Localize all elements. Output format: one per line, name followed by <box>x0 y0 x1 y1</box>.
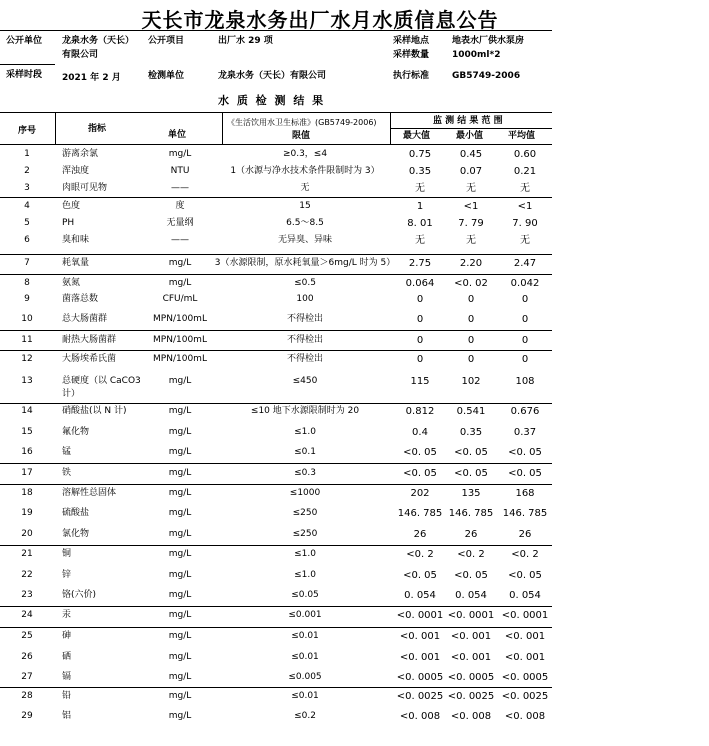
group-divider <box>0 627 552 628</box>
header-mid-rule <box>0 64 55 65</box>
indicator-name: 铜 <box>62 549 72 559</box>
indicator-name: 总硬度（以 CaCO3 <box>62 376 141 386</box>
indicator-name: 铅 <box>62 691 72 701</box>
indicator-header: 指标 <box>88 124 107 134</box>
table-row <box>0 588 709 604</box>
indicator-name: 汞 <box>62 610 72 620</box>
indicator-name: 硫酸盐 <box>62 508 90 518</box>
no-header: 序号 <box>18 126 37 136</box>
avg-value: <1 <box>517 201 533 212</box>
std-label: 执行标准 <box>393 71 430 81</box>
max-value: 0 <box>416 314 424 325</box>
max-value: 0.064 <box>405 278 435 289</box>
avg-value: 0.21 <box>513 166 537 177</box>
limit-cell: 100 <box>296 294 314 304</box>
section-title: 水 质 检 测 结 果 <box>218 94 326 107</box>
avg-value: 26 <box>518 529 532 540</box>
indicator-name-line2: 计） <box>62 389 81 399</box>
limit-cell: ≤250 <box>292 508 318 518</box>
unit-cell: MPN/100mL <box>153 314 207 324</box>
unit-cell: mg/L <box>168 278 192 288</box>
table-row <box>0 276 709 292</box>
avg-value: <0. 0005 <box>501 672 549 683</box>
max-value: <0. 05 <box>403 447 437 458</box>
avg-value: 无 <box>520 183 530 194</box>
row-number: 27 <box>21 672 33 682</box>
unit-value-line2: 有限公司 <box>62 50 99 60</box>
limit-cell: ≤0.5 <box>294 278 316 288</box>
indicator-name: 臭和味 <box>62 235 90 245</box>
col-divider <box>55 112 56 144</box>
row-number: 9 <box>24 294 30 304</box>
detect-value: 龙泉水务（天长）有限公司 <box>218 71 327 81</box>
unit-cell: NTU <box>170 166 190 176</box>
avg-value: 168 <box>515 488 535 499</box>
max-value: <0. 2 <box>406 549 434 560</box>
row-number: 26 <box>21 652 33 662</box>
max-value: <0. 05 <box>403 468 437 479</box>
max-value: 0 <box>416 354 424 365</box>
row-number: 12 <box>21 354 33 364</box>
group-divider <box>0 463 552 464</box>
row-number: 17 <box>21 468 33 478</box>
avg-header: 平均值 <box>508 131 536 141</box>
min-value: 0.35 <box>459 427 483 438</box>
max-value: 0.812 <box>405 406 435 417</box>
indicator-name: 锰 <box>62 447 72 457</box>
avg-value: <0. 2 <box>511 549 539 560</box>
max-value: 115 <box>410 376 430 387</box>
avg-value: 0.60 <box>513 149 537 160</box>
unit-cell: mg/L <box>168 672 192 682</box>
row-number: 4 <box>24 201 30 211</box>
min-value: <0. 05 <box>454 468 488 479</box>
row-number: 23 <box>21 590 33 600</box>
avg-value: <0. 001 <box>504 652 546 663</box>
max-value: <0. 0001 <box>396 610 444 621</box>
min-value: 135 <box>461 488 481 499</box>
unit-value-line1: 龙泉水务（天长） <box>62 36 135 46</box>
table-row <box>0 256 709 272</box>
limit-cell: ≤1.0 <box>294 427 316 437</box>
table-row <box>0 445 709 461</box>
indicator-name: 砷 <box>62 631 72 641</box>
indicator-name: 耐热大肠菌群 <box>62 335 117 345</box>
unit-cell: MPN/100mL <box>153 335 207 345</box>
row-number: 6 <box>24 235 30 245</box>
avg-value: <0. 05 <box>508 447 542 458</box>
unit-label: 公开单位 <box>6 36 43 46</box>
avg-value: <0. 0025 <box>501 691 549 702</box>
limit-cell: ≤10 地下水源限制时为 20 <box>250 406 360 416</box>
group-divider <box>0 606 552 607</box>
table-row <box>0 404 709 420</box>
unit-cell: mg/L <box>168 711 192 721</box>
table-row <box>0 199 709 215</box>
item-value: 出厂水 29 项 <box>218 36 273 46</box>
limit-cell: 15 <box>299 201 311 211</box>
row-number: 24 <box>21 610 33 620</box>
unit-cell: mg/L <box>168 406 192 416</box>
min-value: <0. 001 <box>450 652 492 663</box>
min-value: <0. 2 <box>457 549 485 560</box>
group-divider <box>0 687 552 688</box>
unit-cell: mg/L <box>168 258 192 268</box>
min-value: 0.541 <box>456 406 486 417</box>
limit-cell: ≤1.0 <box>294 549 316 559</box>
indicator-name: 铬(六价) <box>62 590 97 600</box>
limit-cell: 3（水源限制，原水耗氧量＞6mg/L 时为 5） <box>214 258 396 268</box>
avg-value: <0. 008 <box>504 711 546 722</box>
std-value: GB5749-2006 <box>452 71 521 81</box>
row-number: 7 <box>24 258 30 268</box>
max-header: 最大值 <box>403 131 431 141</box>
indicator-name: 锌 <box>62 570 72 580</box>
avg-value: <0. 05 <box>508 570 542 581</box>
max-value: 0 <box>416 294 424 305</box>
max-value: 0.4 <box>412 427 428 438</box>
limit-cell: ≤450 <box>292 376 318 386</box>
row-number: 16 <box>21 447 33 457</box>
table-row <box>0 233 709 249</box>
limit-cell: ≤0.01 <box>291 691 319 701</box>
table-row <box>0 568 709 584</box>
unit-cell: mg/L <box>168 488 192 498</box>
min-value: 无 <box>466 235 476 246</box>
qty-value: 1000ml*2 <box>452 50 501 60</box>
limit-cell: ≤0.01 <box>291 631 319 641</box>
max-value: 146. 785 <box>397 508 443 519</box>
limit-cell: 无异臭、异味 <box>277 235 333 245</box>
table-row <box>0 689 709 705</box>
min-value: 102 <box>461 376 481 387</box>
table-row <box>0 506 709 522</box>
table-row <box>0 312 709 328</box>
limit-cell: ≤0.05 <box>291 590 319 600</box>
min-value: <0. 0005 <box>447 672 495 683</box>
unit-cell: mg/L <box>168 570 192 580</box>
row-number: 11 <box>21 335 33 345</box>
group-divider <box>0 484 552 485</box>
max-value: 8. 01 <box>407 218 433 229</box>
limit-cell: 1（水源与净水技术条件限制时为 3） <box>230 166 380 176</box>
unit-cell: 无量纲 <box>166 218 194 228</box>
avg-value: 146. 785 <box>502 508 548 519</box>
table-row <box>0 650 709 666</box>
row-number: 10 <box>21 314 33 324</box>
table-row <box>0 608 709 624</box>
min-value: 0.07 <box>459 166 483 177</box>
avg-value: 0.676 <box>510 406 540 417</box>
indicator-name: 镉 <box>62 672 72 682</box>
indicator-name: 氨氮 <box>62 278 81 288</box>
table-row <box>0 547 709 563</box>
min-value: <0. 0001 <box>447 610 495 621</box>
indicator-name: 肉眼可见物 <box>62 183 108 193</box>
indicator-name: 氟化物 <box>62 427 90 437</box>
table-row <box>0 147 709 163</box>
limit-cell: ≤250 <box>292 529 318 539</box>
limit-cell: ≤0.005 <box>288 672 322 682</box>
indicator-name: 浑浊度 <box>62 166 90 176</box>
row-number: 3 <box>24 183 30 193</box>
table-row <box>0 374 709 399</box>
indicator-name: 铝 <box>62 711 72 721</box>
unit-cell: 度 <box>175 201 185 211</box>
unit-cell: mg/L <box>168 691 192 701</box>
table-row <box>0 425 709 441</box>
qty-label: 采样数量 <box>393 50 430 60</box>
limit-cell: ≥0.3，≤4 <box>282 149 328 159</box>
min-value: 2.20 <box>459 258 483 269</box>
indicator-name: 大肠埃希氏菌 <box>62 354 117 364</box>
max-value: 0.75 <box>408 149 432 160</box>
min-value: <0. 02 <box>454 278 488 289</box>
indicator-name: 氯化物 <box>62 529 90 539</box>
limit-cell: ≤1.0 <box>294 570 316 580</box>
min-value: 0.45 <box>459 149 483 160</box>
max-value: <0. 05 <box>403 570 437 581</box>
avg-value: 0 <box>521 335 529 346</box>
unit-cell: mg/L <box>168 631 192 641</box>
min-value: <1 <box>463 201 479 212</box>
unit-cell: —— <box>171 183 189 193</box>
site-label: 采样地点 <box>393 36 430 46</box>
table-row <box>0 629 709 645</box>
detect-label: 检测单位 <box>148 71 185 81</box>
limit-cell: ≤0.3 <box>294 468 316 478</box>
indicator-name: PH <box>62 218 75 228</box>
limit-cell: ≤0.1 <box>294 447 316 457</box>
limit-cell: ≤1000 <box>289 488 321 498</box>
limit-cell: 不得检出 <box>286 335 324 345</box>
unit-cell: —— <box>171 235 189 245</box>
max-value: 0. 054 <box>404 590 436 601</box>
group-divider <box>0 350 552 351</box>
table-row <box>0 181 709 197</box>
row-number: 22 <box>21 570 33 580</box>
group-divider <box>0 545 552 546</box>
avg-value: <0. 001 <box>504 631 546 642</box>
indicator-name: 总大肠菌群 <box>62 314 108 324</box>
group-divider <box>0 330 552 331</box>
unit-header: 单位 <box>168 130 187 140</box>
max-value: 0.35 <box>408 166 432 177</box>
unit-cell: mg/L <box>168 529 192 539</box>
min-value: 无 <box>466 183 476 194</box>
table-row <box>0 466 709 482</box>
indicator-name: 耗氧量 <box>62 258 90 268</box>
unit-cell: MPN/100mL <box>153 354 207 364</box>
row-number: 13 <box>21 376 33 386</box>
row-number: 29 <box>21 711 33 721</box>
min-value: <0. 0025 <box>447 691 495 702</box>
avg-value: 0. 054 <box>509 590 541 601</box>
limit-cell: 6.5～8.5 <box>286 218 324 228</box>
limit-header: 限值 <box>292 131 311 141</box>
row-number: 1 <box>24 149 30 159</box>
avg-value: <0. 05 <box>508 468 542 479</box>
max-value: <0. 0005 <box>396 672 444 683</box>
table-row <box>0 670 709 686</box>
indicator-name: 溶解性总固体 <box>62 488 117 498</box>
max-value: 无 <box>415 235 425 246</box>
indicator-name: 铁 <box>62 468 72 478</box>
row-number: 2 <box>24 166 30 176</box>
table-row <box>0 164 709 180</box>
table-row <box>0 527 709 543</box>
col-divider <box>222 112 223 144</box>
min-value: 0 <box>467 335 475 346</box>
avg-value: <0. 0001 <box>501 610 549 621</box>
range-rule <box>390 128 552 129</box>
unit-cell: mg/L <box>168 427 192 437</box>
avg-value: 0 <box>521 314 529 325</box>
limit-cell: ≤0.01 <box>291 652 319 662</box>
indicator-name: 游离余氯 <box>62 149 99 159</box>
header-top-rule <box>0 30 552 31</box>
table-row <box>0 709 709 725</box>
table-row <box>0 216 709 232</box>
limit-cell: ≤0.001 <box>288 610 322 620</box>
min-value: 0 <box>467 314 475 325</box>
table-row <box>0 486 709 502</box>
limit-cell: ≤0.2 <box>294 711 316 721</box>
avg-value: 0.37 <box>513 427 537 438</box>
group-divider <box>0 254 552 255</box>
row-number: 25 <box>21 631 33 641</box>
unit-cell: mg/L <box>168 610 192 620</box>
min-value: <0. 05 <box>454 447 488 458</box>
indicator-name: 硒 <box>62 652 72 662</box>
indicator-name: 色度 <box>62 201 81 211</box>
item-label: 公开项目 <box>148 36 185 46</box>
min-value: 0 <box>467 354 475 365</box>
min-value: <0. 008 <box>450 711 492 722</box>
max-value: <0. 0025 <box>396 691 444 702</box>
limit-cell: 不得检出 <box>286 314 324 324</box>
min-value: 0. 054 <box>455 590 487 601</box>
group-divider <box>0 274 552 275</box>
avg-value: 2.47 <box>513 258 537 269</box>
table-top-rule <box>0 112 552 113</box>
max-value: 202 <box>410 488 430 499</box>
max-value: 26 <box>413 529 427 540</box>
min-value: 146. 785 <box>448 508 494 519</box>
row-number: 15 <box>21 427 33 437</box>
row-number: 14 <box>21 406 33 416</box>
max-value: <0. 008 <box>399 711 441 722</box>
site-value: 地表水厂供水泵房 <box>452 36 525 46</box>
avg-value: 108 <box>515 376 535 387</box>
row-number: 20 <box>21 529 33 539</box>
table-row <box>0 352 709 368</box>
range-header: 监 测 结 果 范 围 <box>433 116 503 126</box>
table-row <box>0 333 709 349</box>
row-number: 8 <box>24 278 30 288</box>
limit-cell: 无 <box>300 183 310 193</box>
avg-value: 7. 90 <box>512 218 538 229</box>
avg-value: 无 <box>520 235 530 246</box>
page-title: 天长市龙泉水务出厂水月水质信息公告 <box>141 8 499 32</box>
unit-cell: mg/L <box>168 149 192 159</box>
avg-value: 0 <box>521 354 529 365</box>
header-bottom-rule <box>0 144 552 145</box>
row-number: 21 <box>21 549 33 559</box>
indicator-name: 菌落总数 <box>62 294 99 304</box>
limit-cell: 不得检出 <box>286 354 324 364</box>
max-value: 2.75 <box>408 258 432 269</box>
standard-header: 《生活饮用水卫生标准》(GB5749-2006) <box>227 118 377 127</box>
max-value: <0. 001 <box>399 631 441 642</box>
unit-cell: mg/L <box>168 447 192 457</box>
unit-cell: mg/L <box>168 508 192 518</box>
avg-value: 0.042 <box>510 278 540 289</box>
unit-cell: mg/L <box>168 549 192 559</box>
avg-value: 0 <box>521 294 529 305</box>
min-value: 26 <box>464 529 478 540</box>
min-value: <0. 05 <box>454 570 488 581</box>
min-header: 最小值 <box>456 131 484 141</box>
min-value: 7. 79 <box>458 218 484 229</box>
min-value: <0. 001 <box>450 631 492 642</box>
max-value: 1 <box>416 201 424 212</box>
unit-cell: CFU/mL <box>162 294 198 304</box>
group-divider <box>0 197 552 198</box>
row-number: 19 <box>21 508 33 518</box>
max-value: 无 <box>415 183 425 194</box>
max-value: 0 <box>416 335 424 346</box>
row-number: 28 <box>21 691 33 701</box>
period-label: 采样时段 <box>6 70 43 80</box>
period-value: 2021 年 2 月 <box>62 73 121 83</box>
unit-cell: mg/L <box>168 468 192 478</box>
unit-cell: mg/L <box>168 652 192 662</box>
indicator-name: 硝酸盐(以 N 计) <box>62 406 127 416</box>
table-row <box>0 292 709 308</box>
unit-cell: mg/L <box>168 590 192 600</box>
row-number: 5 <box>24 218 30 228</box>
max-value: <0. 001 <box>399 652 441 663</box>
unit-cell: mg/L <box>168 376 192 386</box>
min-value: 0 <box>467 294 475 305</box>
row-number: 18 <box>21 488 33 498</box>
